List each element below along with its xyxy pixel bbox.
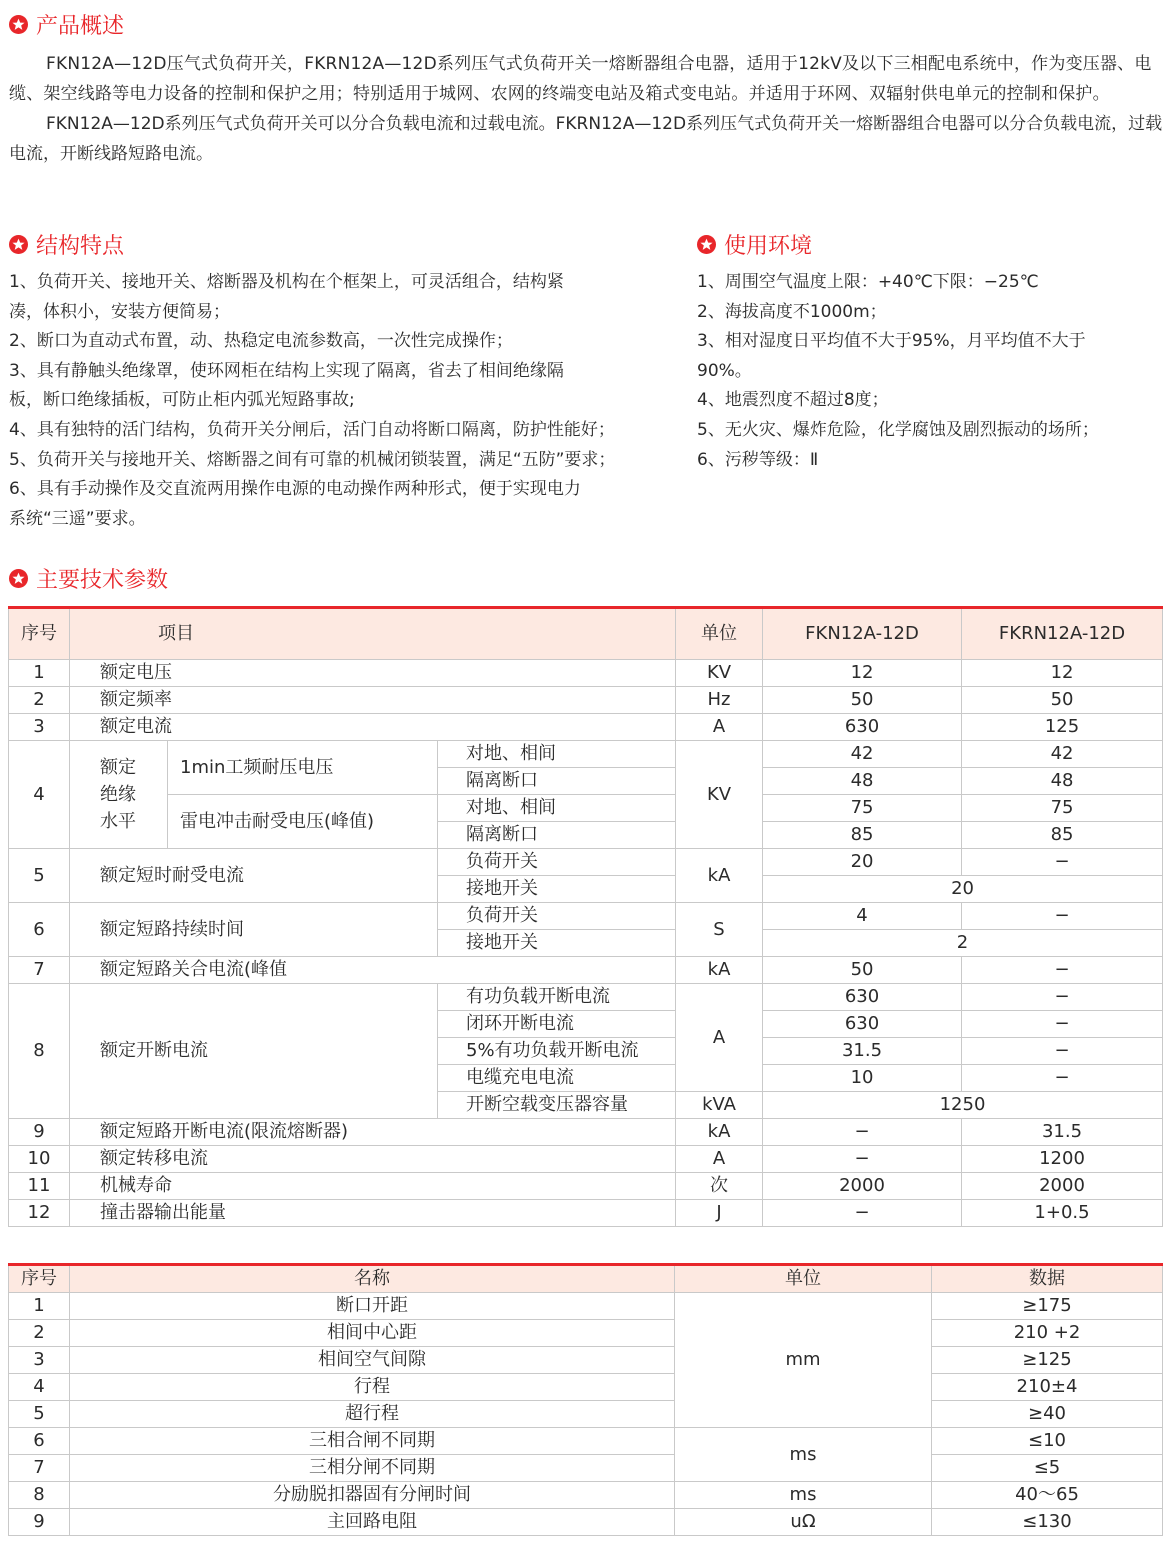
table-row bbox=[9, 1146, 1163, 1173]
cell: 额定转移电流 bbox=[70, 1146, 676, 1173]
cell: 40～65 bbox=[932, 1482, 1163, 1509]
cell: 6 bbox=[9, 1428, 70, 1455]
cell: 20 bbox=[763, 849, 962, 876]
cell: kA bbox=[676, 849, 763, 903]
cell: 接地开关 bbox=[438, 930, 676, 957]
cell: 75 bbox=[962, 795, 1163, 822]
cell: 2000 bbox=[962, 1173, 1163, 1200]
table-row bbox=[9, 687, 1163, 714]
list-item: 5、无火灾、爆炸危险，化学腐蚀及剧烈振动的场所； bbox=[697, 419, 1099, 440]
cell: 7 bbox=[9, 957, 70, 984]
list-item: 90%。 bbox=[697, 360, 752, 381]
cell: 1 bbox=[9, 660, 70, 687]
cell: ≥125 bbox=[932, 1347, 1163, 1374]
cell: 有功负载开断电流 bbox=[438, 984, 676, 1011]
cell: 8 bbox=[9, 984, 70, 1119]
mechanical-params-table bbox=[8, 1263, 1163, 1536]
cell: − bbox=[962, 1065, 1163, 1092]
cell: 额定开断电流 bbox=[70, 984, 438, 1119]
section-title-params: 主要技术参数 bbox=[9, 563, 168, 594]
header-cell: 单位 bbox=[676, 608, 763, 660]
cell: 50 bbox=[763, 957, 962, 984]
header-cell: 项目 bbox=[70, 608, 676, 660]
cell: KV bbox=[676, 741, 763, 849]
cell: 4 bbox=[9, 741, 70, 849]
list-item: 板，断口绝缘插板，可防止柜内弧光短路事故; bbox=[9, 390, 355, 411]
cell: 9 bbox=[9, 1119, 70, 1146]
cell: 5 bbox=[9, 849, 70, 903]
list-item: 1、周围空气温度上限：+40℃下限：−25℃ bbox=[697, 272, 1039, 292]
cell: 125 bbox=[962, 714, 1163, 741]
cell: Hz bbox=[676, 687, 763, 714]
cell: A bbox=[676, 1146, 763, 1173]
table-header-row bbox=[9, 608, 1163, 660]
cell: − bbox=[962, 849, 1163, 876]
cell: − bbox=[763, 1200, 962, 1227]
cell: 行程 bbox=[70, 1374, 675, 1401]
cell: 210±4 bbox=[932, 1374, 1163, 1401]
table-row bbox=[9, 1320, 1163, 1347]
table-row bbox=[9, 1509, 1163, 1536]
cell: 6 bbox=[9, 903, 70, 957]
cell: 雷电冲击耐受电压(峰值) bbox=[168, 795, 438, 849]
table-row bbox=[9, 1374, 1163, 1401]
table-row bbox=[9, 741, 1163, 768]
cell: − bbox=[763, 1146, 962, 1173]
cell: 机械寿命 bbox=[70, 1173, 676, 1200]
cell: 1 bbox=[9, 1293, 70, 1320]
cell: 3 bbox=[9, 1347, 70, 1374]
list-item: 3、具有静触头绝缘罩，使环网柜在结构上实现了隔离，省去了相间绝缘隔 bbox=[9, 360, 564, 381]
environment-list bbox=[697, 268, 1167, 475]
header-cell: FKN12A-12D bbox=[763, 608, 962, 660]
cell: 85 bbox=[763, 822, 962, 849]
cell: 2 bbox=[9, 1320, 70, 1347]
cell: 相间空气间隙 bbox=[70, 1347, 675, 1374]
cell: − bbox=[962, 1038, 1163, 1065]
cell: 2 bbox=[763, 930, 1163, 957]
cell: 630 bbox=[763, 1011, 962, 1038]
overview-paragraph-2: FKN12A—12D系列压气式负荷开关可以分合负载电流和过载电流。FKRN12A—12D系列压气式负荷开关一熔断器组合电器可以分合负载电流，过载电流，开断线路短路电流。 bbox=[9, 114, 1163, 164]
cell: 50 bbox=[763, 687, 962, 714]
cell: 开断空载变压器容量 bbox=[438, 1092, 676, 1119]
cell: 1min工频耐压电压 bbox=[168, 741, 438, 795]
cell: 48 bbox=[763, 768, 962, 795]
cell: 7 bbox=[9, 1455, 70, 1482]
cell: mm bbox=[675, 1293, 932, 1428]
cell: − bbox=[962, 957, 1163, 984]
cell: 分励脱扣器固有分闸时间 bbox=[70, 1482, 675, 1509]
header-cell: 名称 bbox=[70, 1265, 675, 1293]
table-row bbox=[9, 1482, 1163, 1509]
technical-params-table bbox=[8, 606, 1163, 1227]
cell: 接地开关 bbox=[438, 876, 676, 903]
cell: ms bbox=[675, 1428, 932, 1482]
cell: − bbox=[962, 1011, 1163, 1038]
header-cell: 单位 bbox=[675, 1265, 932, 1293]
list-item: 1、负荷开关、接地开关、熔断器及机构在个框架上，可灵活组合，结构紧 bbox=[9, 272, 564, 292]
cell: ≥40 bbox=[932, 1401, 1163, 1428]
cell: A bbox=[676, 984, 763, 1092]
cell: 额定频率 bbox=[70, 687, 676, 714]
cell: 额定 绝缘 水平 bbox=[70, 741, 168, 849]
cell: 1250 bbox=[763, 1092, 1163, 1119]
cell: 12 bbox=[962, 660, 1163, 687]
cell: ≤130 bbox=[932, 1509, 1163, 1536]
table-row bbox=[9, 1200, 1163, 1227]
cell: 75 bbox=[763, 795, 962, 822]
cell: 5 bbox=[9, 1401, 70, 1428]
cell: kA bbox=[676, 1119, 763, 1146]
cell: 主回路电阻 bbox=[70, 1509, 675, 1536]
list-item: 4、地震烈度不超过8度； bbox=[697, 390, 889, 411]
cell: kVA bbox=[676, 1092, 763, 1119]
cell: 20 bbox=[763, 876, 1163, 903]
cell: 31.5 bbox=[962, 1119, 1163, 1146]
table-row bbox=[9, 957, 1163, 984]
cell: 隔离断口 bbox=[438, 822, 676, 849]
cell: 1200 bbox=[962, 1146, 1163, 1173]
star-icon bbox=[9, 569, 28, 588]
table-row bbox=[9, 1428, 1163, 1455]
cell: 210 +2 bbox=[932, 1320, 1163, 1347]
table-row bbox=[9, 714, 1163, 741]
cell: 对地、相间 bbox=[438, 741, 676, 768]
cell: ≤10 bbox=[932, 1428, 1163, 1455]
cell: 额定电压 bbox=[70, 660, 676, 687]
star-icon bbox=[9, 235, 28, 254]
cell: 对地、相间 bbox=[438, 795, 676, 822]
cell: 负荷开关 bbox=[438, 849, 676, 876]
cell: J bbox=[676, 1200, 763, 1227]
cell: A bbox=[676, 714, 763, 741]
cell: 隔离断口 bbox=[438, 768, 676, 795]
cell: 相间中心距 bbox=[70, 1320, 675, 1347]
cell: 630 bbox=[763, 714, 962, 741]
table-row bbox=[9, 1455, 1163, 1482]
cell: − bbox=[763, 1119, 962, 1146]
header-cell: 序号 bbox=[9, 608, 70, 660]
cell: 85 bbox=[962, 822, 1163, 849]
cell: 630 bbox=[763, 984, 962, 1011]
cell: 4 bbox=[763, 903, 962, 930]
list-item: 2、海拔高度不1000m； bbox=[697, 301, 887, 322]
cell: 额定短路开断电流(限流熔断器) bbox=[70, 1119, 676, 1146]
cell: 次 bbox=[676, 1173, 763, 1200]
cell: 额定短路关合电流(峰值 bbox=[70, 957, 676, 984]
cell: 31.5 bbox=[763, 1038, 962, 1065]
table-row bbox=[9, 1401, 1163, 1428]
overview-text bbox=[9, 49, 1169, 169]
table-row bbox=[9, 1347, 1163, 1374]
cell: 3 bbox=[9, 714, 70, 741]
cell: 负荷开关 bbox=[438, 903, 676, 930]
list-item: 5、负荷开关与接地开关、熔断器之间有可靠的机械闭锁装置，满足“五防”要求； bbox=[9, 449, 616, 470]
cell: 断口开距 bbox=[70, 1293, 675, 1320]
cell: 额定短路持续时间 bbox=[70, 903, 438, 957]
cell: uΩ bbox=[675, 1509, 932, 1536]
cell: 5%有功负载开断电流 bbox=[438, 1038, 676, 1065]
list-item: 凑，体积小，安装方便简易； bbox=[9, 301, 230, 322]
cell: 2 bbox=[9, 687, 70, 714]
cell: 电缆充电电流 bbox=[438, 1065, 676, 1092]
cell: 10 bbox=[9, 1146, 70, 1173]
header-cell: 数据 bbox=[932, 1265, 1163, 1293]
cell: 超行程 bbox=[70, 1401, 675, 1428]
cell: kA bbox=[676, 957, 763, 984]
cell: 50 bbox=[962, 687, 1163, 714]
cell: 闭环开断电流 bbox=[438, 1011, 676, 1038]
header-cell: 序号 bbox=[9, 1265, 70, 1293]
cell: 48 bbox=[962, 768, 1163, 795]
section-title-overview: 产品概述 bbox=[9, 9, 124, 40]
cell: − bbox=[962, 984, 1163, 1011]
list-item: 6、具有手动操作及交直流两用操作电源的电动操作两种形式，便于实现电力 bbox=[9, 479, 581, 500]
list-item: 3、相对湿度日平均值不大于95%，月平均值不大于 bbox=[697, 331, 1086, 352]
overview-paragraph-1: FKN12A—12D压气式负荷开关，FKRN12A—12D系列压气式负荷开关一熔断器组合电器，适用于12kV及以下三相配电系统中，作为变压器、电缆、架空线路等电力设备的控制和保护之用；特别适用于城网、农网的终端变电站及箱式变电站。并适用于环网、双辐射供电单元的控制和保护。 bbox=[9, 54, 1152, 104]
cell: 1+0.5 bbox=[962, 1200, 1163, 1227]
cell: 10 bbox=[763, 1065, 962, 1092]
cell: 三相分闸不同期 bbox=[70, 1455, 675, 1482]
cell: 42 bbox=[962, 741, 1163, 768]
cell: ms bbox=[675, 1482, 932, 1509]
table-row bbox=[9, 903, 1163, 930]
table-row bbox=[9, 1293, 1163, 1320]
star-icon bbox=[697, 235, 716, 254]
cell: ≤5 bbox=[932, 1455, 1163, 1482]
table-row bbox=[9, 1173, 1163, 1200]
table-row bbox=[9, 795, 1163, 822]
section-title-structure: 结构特点 bbox=[9, 229, 124, 260]
cell: 12 bbox=[9, 1200, 70, 1227]
cell: ≥175 bbox=[932, 1293, 1163, 1320]
cell: 三相合闸不同期 bbox=[70, 1428, 675, 1455]
table-header-row bbox=[9, 1265, 1163, 1293]
structure-list bbox=[9, 268, 669, 534]
cell: KV bbox=[676, 660, 763, 687]
cell: 额定短时耐受电流 bbox=[70, 849, 438, 903]
cell: 额定电流 bbox=[70, 714, 676, 741]
cell: 4 bbox=[9, 1374, 70, 1401]
table-row bbox=[9, 1119, 1163, 1146]
list-item: 系统“三遥”要求。 bbox=[9, 508, 146, 529]
cell: 11 bbox=[9, 1173, 70, 1200]
table-row bbox=[9, 660, 1163, 687]
list-item: 2、断口为直动式布置，动、热稳定电流参数高，一次性完成操作； bbox=[9, 331, 513, 352]
cell: − bbox=[962, 903, 1163, 930]
cell: 撞击器输出能量 bbox=[70, 1200, 676, 1227]
star-icon bbox=[9, 15, 28, 34]
cell: 8 bbox=[9, 1482, 70, 1509]
table-row bbox=[9, 984, 1163, 1011]
header-cell: FKRN12A-12D bbox=[962, 608, 1163, 660]
cell: 42 bbox=[763, 741, 962, 768]
section-title-environment: 使用环境 bbox=[697, 229, 812, 260]
cell: 9 bbox=[9, 1509, 70, 1536]
table-row bbox=[9, 849, 1163, 876]
list-item: 4、具有独特的活门结构，负荷开关分闸后，活门自动将断口隔离，防护性能好； bbox=[9, 419, 615, 440]
list-item: 6、污秽等级：Ⅱ bbox=[697, 449, 819, 470]
cell: S bbox=[676, 903, 763, 957]
cell: 12 bbox=[763, 660, 962, 687]
cell: 2000 bbox=[763, 1173, 962, 1200]
